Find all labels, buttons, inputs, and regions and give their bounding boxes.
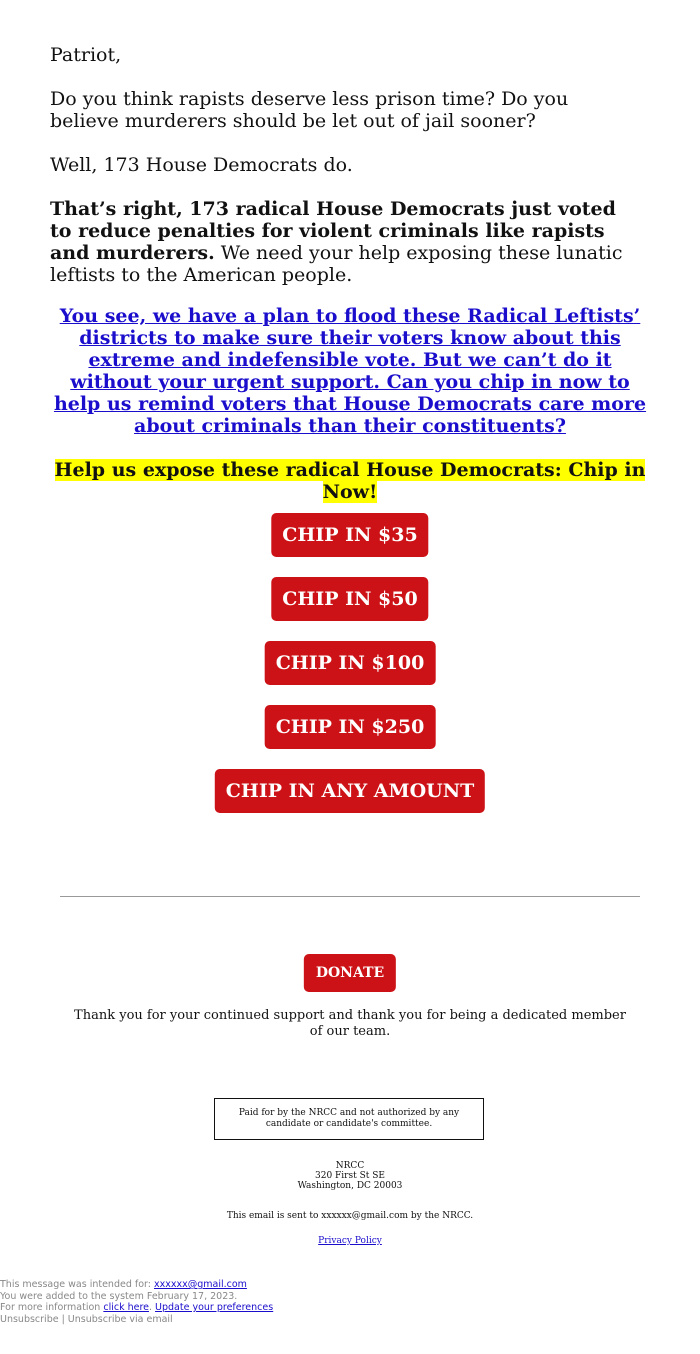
- greeting: Patriot,: [50, 44, 122, 66]
- update-preferences-link[interactable]: Update your preferences: [155, 1302, 274, 1313]
- divider: [60, 896, 640, 897]
- chip-in-100-button[interactable]: CHIP IN $100: [265, 641, 436, 685]
- chip-in-250-button[interactable]: CHIP IN $250: [265, 705, 436, 749]
- unsubscribe-line[interactable]: Unsubscribe | Unsubscribe via email: [0, 1313, 173, 1325]
- mailing-address: [0, 1161, 700, 1191]
- vote-paragraph: [50, 198, 640, 286]
- highlight-text: Help us expose these radical House Democrats: Chip in Now!: [54, 459, 646, 503]
- more-info-line: [0, 1302, 400, 1314]
- email-footer: [0, 1279, 400, 1325]
- democrats-paragraph: Well, 173 House Democrats do.: [50, 154, 353, 176]
- vote-paragraph-bold: That’s right, 173 radical House Democrats just voted to reduce penalties for violent criminals like rapists and murderers.: [50, 198, 616, 264]
- donate-button[interactable]: DONATE: [304, 954, 396, 992]
- plan-link[interactable]: You see, we have a plan to flood these Radical Leftists’ districts to make sure their voters know about this extreme and indefensible vote. But we can’t do it without your urgent support. Can you chip in now to help us remind voters that House Democrats care more about criminals than their constituents?: [53, 305, 647, 437]
- click-here-link[interactable]: click here: [103, 1302, 149, 1313]
- vote-paragraph-rest: We need your help exposing these lunatic leftists to the American people.: [50, 242, 623, 286]
- paid-for-disclaimer: Paid for by the NRCC and not authorized by any candidate or candidate's committee.: [214, 1098, 484, 1140]
- address-street: 320 First St SE: [315, 1171, 385, 1181]
- privacy-policy-link[interactable]: Privacy Policy: [318, 1236, 382, 1246]
- highlight-paragraph: [50, 459, 650, 503]
- chip-in-35-button[interactable]: CHIP IN $35: [271, 513, 428, 557]
- privacy-line: [0, 1236, 700, 1247]
- added-line: You were added to the system February 17, 2023.: [0, 1290, 238, 1302]
- address-org: NRCC: [335, 1161, 365, 1171]
- plan-paragraph: [50, 305, 650, 437]
- intended-email-link[interactable]: xxxxxx@gmail.com: [154, 1279, 247, 1290]
- sent-to-text: This email is sent to xxxxxx@gmail.com by the NRCC.: [226, 1211, 474, 1221]
- chip-in-50-button[interactable]: CHIP IN $50: [271, 577, 428, 621]
- intended-line: [0, 1279, 400, 1291]
- address-city: Washington, DC 20003: [297, 1181, 403, 1191]
- more-info-prefix: For more information: [0, 1302, 104, 1313]
- thanks-text: Thank you for your continued support and thank you for being a dedicated member of our team.: [74, 1008, 626, 1039]
- separator: .: [149, 1302, 156, 1313]
- intro-paragraph: Do you think rapists deserve less prison time? Do you believe murderers should be let out of jail sooner?: [50, 88, 569, 132]
- chip-in-any-amount-button[interactable]: CHIP IN ANY AMOUNT: [215, 769, 485, 813]
- intended-prefix: This message was intended for:: [0, 1279, 154, 1290]
